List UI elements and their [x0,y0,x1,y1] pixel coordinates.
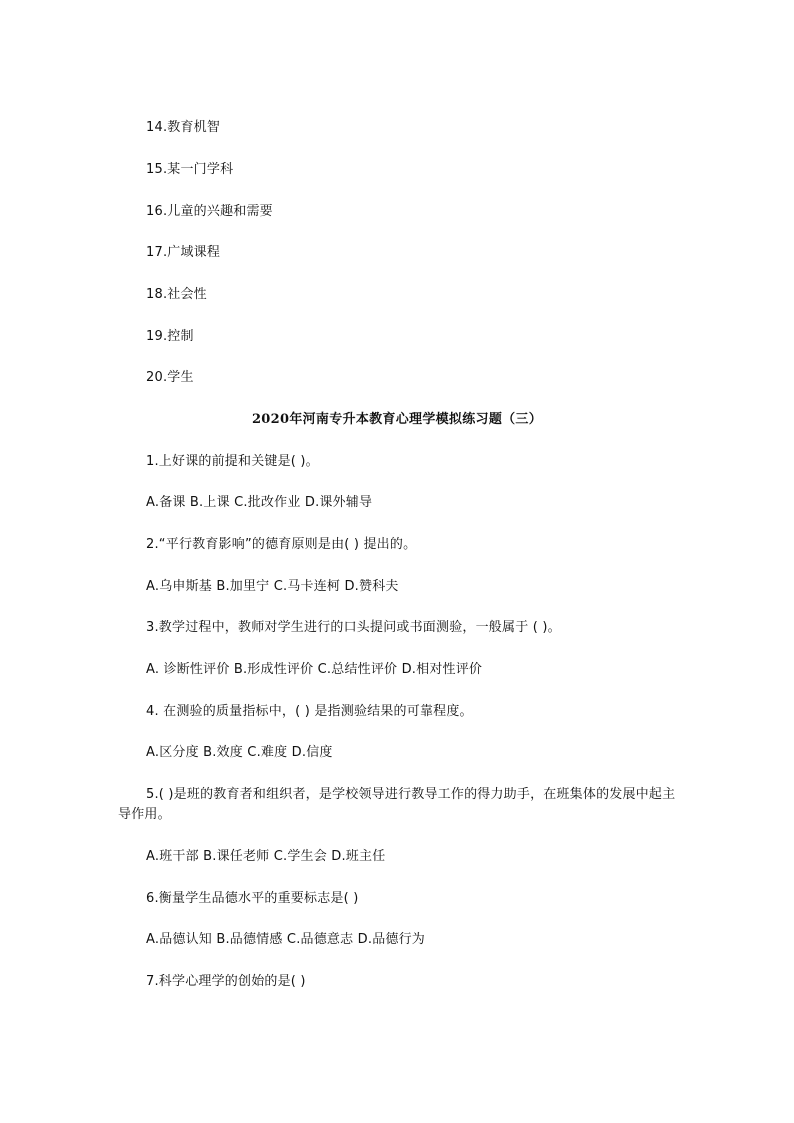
question-options: A.备课 B.上课 C.批改作业 D.课外辅导 [146,495,373,510]
question-options: A.班干部 B.课任老师 C.学生会 D.班主任 [146,849,386,864]
question-stem: 1.上好课的前提和关键是( )。 [146,454,319,469]
question-stem: 4. 在测验的质量指标中，( ) 是指测验结果的可靠程度。 [146,704,473,719]
question-options: A.乌申斯基 B.加里宁 C.马卡连柯 D.赞科夫 [146,579,399,594]
question-stem: 6.衡量学生品德水平的重要标志是( ) [146,891,359,906]
question-stem: 7.科学心理学的创始的是( ) [146,974,306,989]
answer-item: 14.教育机智 [146,120,221,135]
answer-item: 18.社会性 [146,287,207,302]
question-options: A.区分度 B.效度 C.难度 D.信度 [146,745,333,760]
section-title: 2020年河南专升本教育心理学模拟练习题（三） [251,412,543,427]
question-options: A. 诊断性评价 B.形成性评价 C.总结性评价 D.相对性评价 [146,662,483,677]
answer-item: 15.某一门学科 [146,162,234,177]
answer-item: 20.学生 [146,370,194,385]
question-options: A.品德认知 B.品德情感 C.品德意志 D.品德行为 [146,932,425,947]
answer-item: 19.控制 [146,329,194,344]
answer-item: 17.广域课程 [146,245,221,260]
question-stem: 5.( )是班的教育者和组织者，是学校领导进行教导工作的得力助手，在班集体的发展中起主导作用。 [118,787,676,822]
question-stem: 3.教学过程中，教师对学生进行的口头提问或书面测验，一般属于 ( )。 [146,620,561,635]
question-stem: 2.“平行教育影响”的德育原则是由( ) 提出的。 [146,537,417,552]
answer-item: 16.儿童的兴趣和需要 [146,204,273,219]
